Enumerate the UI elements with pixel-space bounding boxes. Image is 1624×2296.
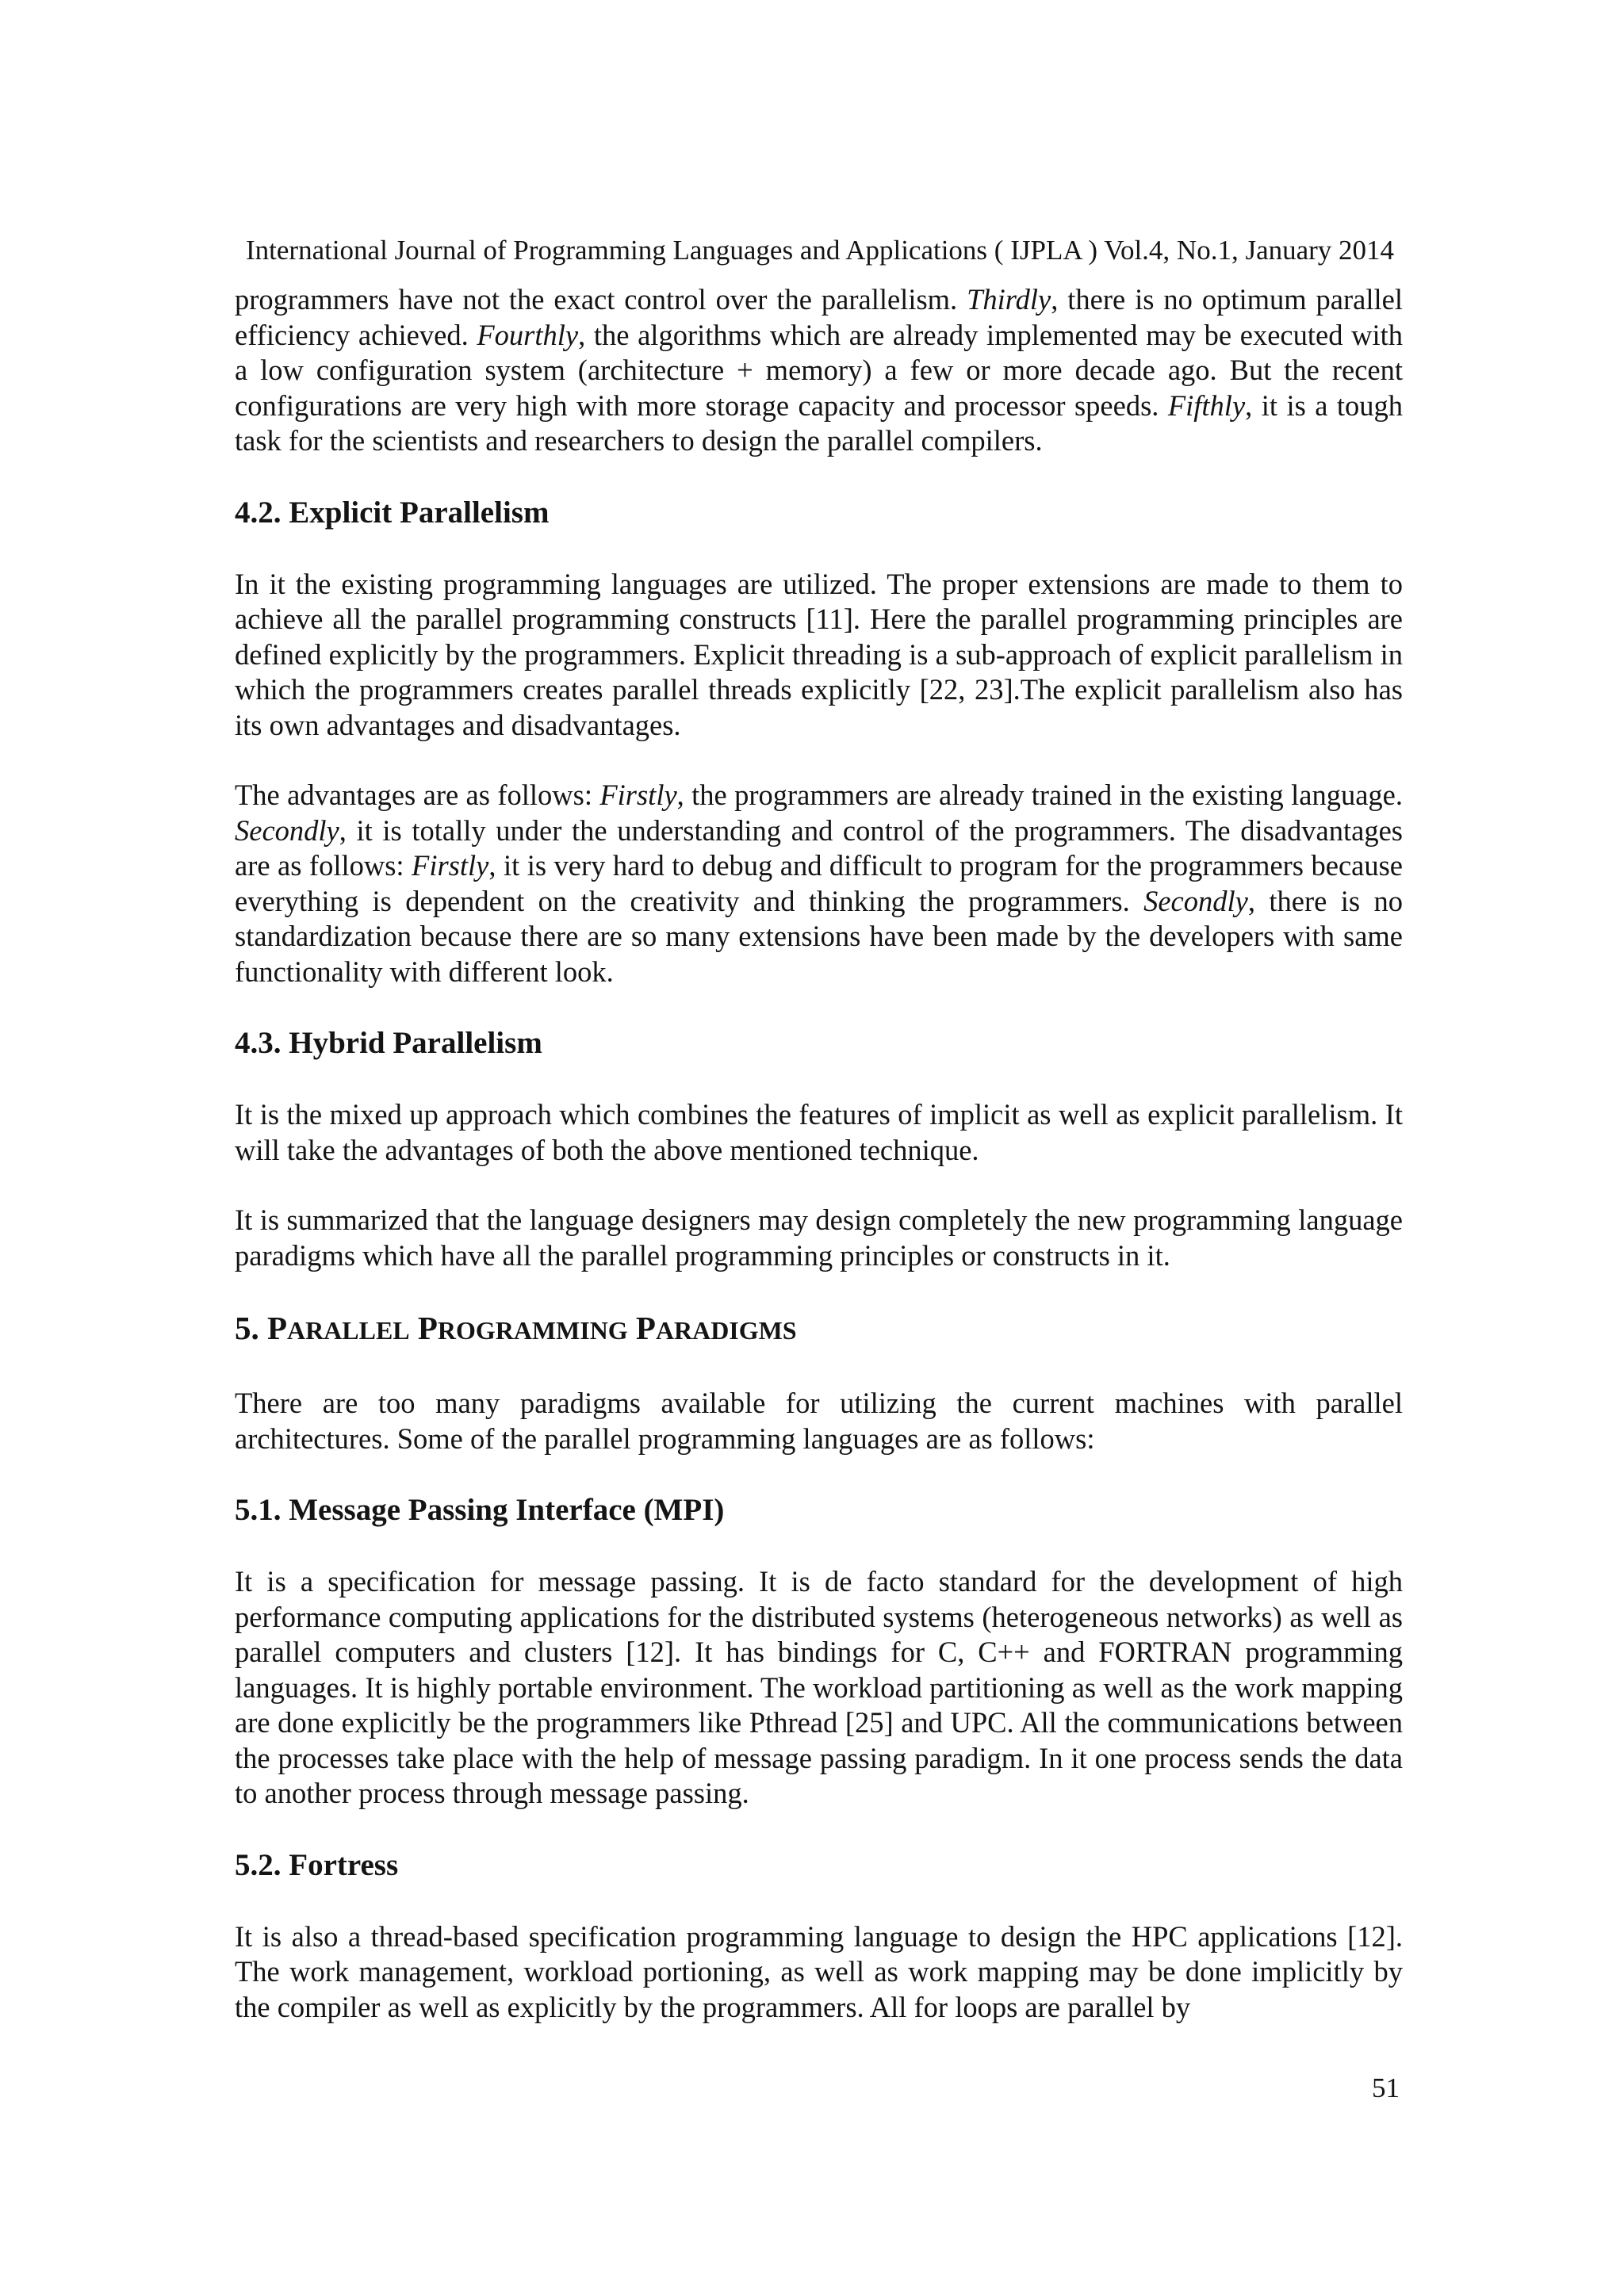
heading-smallcaps: ARALLEL bbox=[287, 1317, 410, 1345]
heading-initial: P bbox=[635, 1310, 656, 1346]
heading-smallcaps: ROGRAMMING bbox=[437, 1317, 628, 1345]
text-run: The advantages are as follows: bbox=[235, 779, 600, 811]
emphasis-fourthly: Fourthly bbox=[477, 318, 579, 351]
paragraph-hybrid-intro: It is the mixed up approach which combines the features of implicit as well as explicit parallelism. It will take the advantages of both the above mentioned technique. bbox=[235, 1098, 1403, 1166]
section-number: 5. bbox=[235, 1310, 267, 1346]
text-run: , it is very hard to debug and difficult to program for the programmers because everything is dependent on the creativity and thinking the programmers. bbox=[235, 849, 1403, 917]
paragraph-implicit-disadvantages bbox=[235, 282, 1403, 459]
paragraph-explicit-advantages bbox=[235, 778, 1403, 989]
emphasis-thirdly: Thirdly bbox=[967, 283, 1051, 316]
heading-initial: P bbox=[267, 1310, 288, 1346]
section-heading-5 bbox=[235, 1308, 1403, 1351]
page-number: 51 bbox=[1372, 2072, 1400, 2103]
paragraph-mpi: It is a specification for message passing. It is de facto standard for the development of high performance computing applications for the distributed systems (heterogeneous networks) as well as parallel computers and clusters [12]. It has bindings for C, C++ and FORTRAN programming languages. It is highly portable environment. The workload partitioning as well as the work mapping are done explicitly be the programmers like Pthread [25] and UPC. All the communications between the processes take place with the help of message passing paradigm. In it one process sends the data to another process through message passing. bbox=[235, 1565, 1403, 1809]
paragraph-paradigms-intro: There are too many paradigms available for utilizing the current machines with parallel architectures. Some of the parallel programming languages are as follows: bbox=[235, 1387, 1403, 1455]
section-heading-5-2: 5.2. Fortress bbox=[235, 1847, 399, 1882]
paragraph-explicit-intro: In it the existing programming languages are utilized. The proper extensions are made to them to achieve all the parallel programming constructs [11]. Here the parallel programming principles are defined explicitly by the programmers. Explicit threading is a sub-approach of explicit parallelism in which the programmers creates parallel threads explicitly [22, 23].The explicit parallelism also has its own advantages and disadvantages. bbox=[235, 567, 1403, 741]
text-run: , it is totally under the understanding and control of the programmers. The disadvantages are as follows: bbox=[235, 813, 1403, 882]
text-run: , there is no standardization because there are so many extensions have been made by the developers with same functionality with different look. bbox=[235, 884, 1403, 988]
heading-initial: P bbox=[417, 1310, 438, 1346]
emphasis-secondly: Secondly bbox=[1143, 884, 1248, 917]
heading-smallcaps: ARADIGMS bbox=[655, 1317, 797, 1345]
emphasis-secondly: Secondly bbox=[235, 813, 339, 847]
text-run: , it is a tough task for the scientists and researchers to design the parallel compilers. bbox=[235, 388, 1404, 457]
running-header: International Journal of Programming Languages and Applications ( IJPLA ) Vol.4, No.1, January 2014 bbox=[246, 235, 1395, 266]
emphasis-firstly: Firstly bbox=[599, 779, 677, 811]
section-heading-5-1: 5.1. Message Passing Interface (MPI) bbox=[235, 1493, 725, 1527]
text-run: , the programmers are already trained in the existing language. bbox=[676, 779, 1403, 811]
text-run: programmers have not the exact control over the parallelism. bbox=[235, 283, 967, 316]
emphasis-firstly: Firstly bbox=[412, 849, 489, 882]
section-heading-4-2: 4.2. Explicit Parallelism bbox=[235, 495, 550, 530]
paragraph-hybrid-summary: It is summarized that the language designers may design completely the new programming language paradigms which have all the parallel programming principles or constructs in it. bbox=[235, 1203, 1403, 1272]
emphasis-fifthly: Fifthly bbox=[1167, 388, 1246, 422]
section-heading-4-3: 4.3. Hybrid Parallelism bbox=[235, 1026, 542, 1060]
body-content bbox=[235, 282, 1403, 2060]
paragraph-fortress: It is also a thread-based specification programming language to design the HPC applications [12]. The work management, workload portioning, as well as work mapping may be done implicitly by the compiler as well as explicitly by the programmers. All for loops are parallel by bbox=[235, 1919, 1403, 2023]
text-run: , the algorithms which are already implemented may be executed with a low configuration system (architecture + memory) a few or more decade ago. But the recent configurations are very high with more storage capacity and processor speeds. bbox=[235, 318, 1403, 422]
text-run: , there is no optimum parallel efficiency achieved. bbox=[235, 283, 1403, 351]
